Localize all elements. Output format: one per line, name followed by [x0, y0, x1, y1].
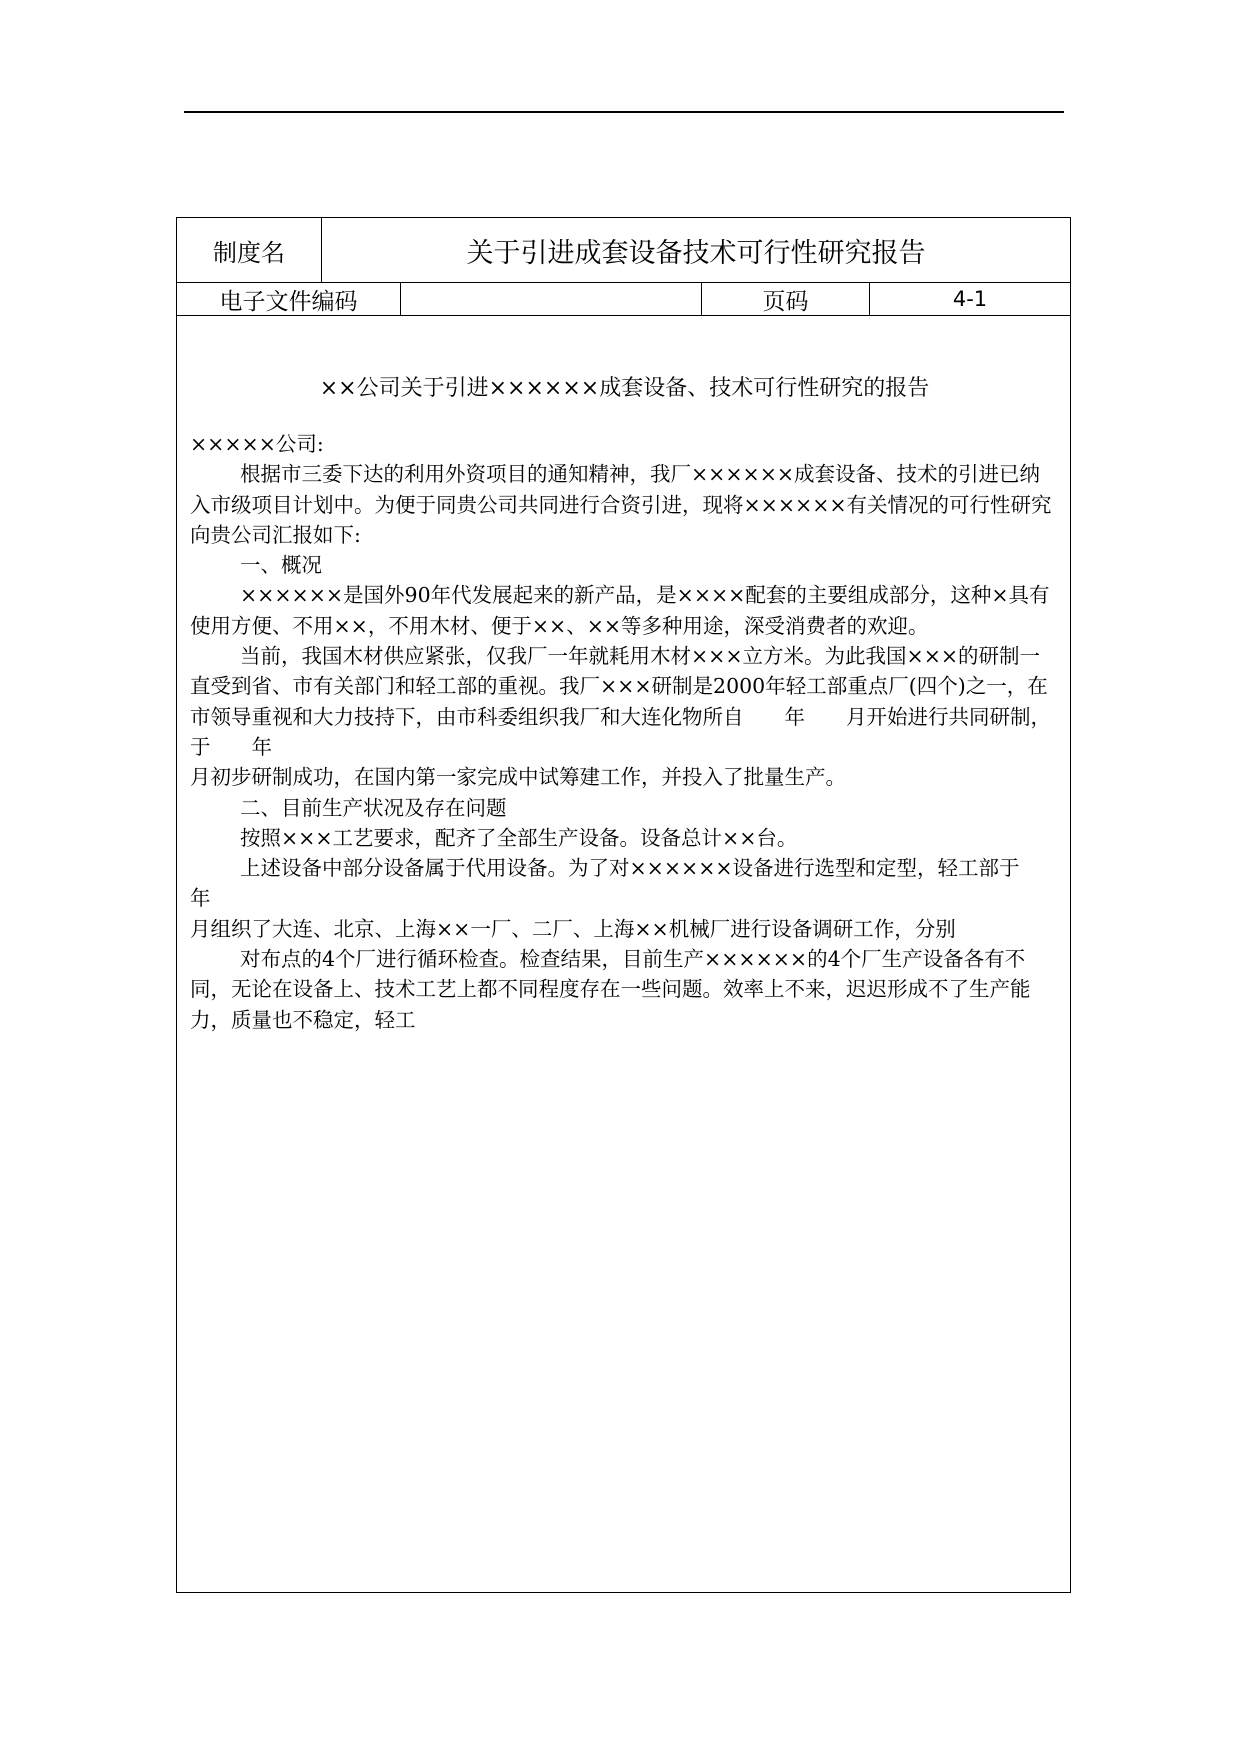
file-code-value	[401, 283, 702, 315]
file-code-label: 电子文件编码	[177, 283, 401, 315]
document-paragraphs	[190, 429, 1059, 1035]
paragraph: 月组织了大连、北京、上海××一厂、二厂、上海××机械厂进行设备调研工作，分别	[190, 916, 956, 941]
section-heading: 一、概况	[240, 553, 322, 578]
regulation-title: 关于引进成套设备技术可行性研究报告	[466, 237, 926, 269]
paragraph: 按照×××工艺要求，配齐了全部生产设备。设备总计××台。	[240, 825, 798, 850]
header-row-title	[177, 218, 1070, 283]
paragraph: 根据市三委下达的利用外资项目的通知精神，我厂××××××成套设备、技术的引进已纳入市级项目计划中。为便于同贵公司共同进行合资引进，现将××××××有关情况的可行性研究向贵公司汇报如下:	[190, 462, 1052, 547]
paragraph: 上述设备中部分设备属于代用设备。为了对××××××设备进行选型和定型，轻工部于 年	[190, 856, 1061, 911]
page-number-value: 4-1	[952, 287, 988, 311]
section-heading: 二、目前生产状况及存在问题	[240, 795, 507, 820]
paragraph: ××××××是国外90年代发展起来的新产品，是××××配套的主要组成部分，这种×具有使用方便、不用××，不用木材、便于××、××等多种用途，深受消费者的欢迎。	[190, 583, 1050, 638]
document-heading: ××公司关于引进××××××成套设备、技术可行性研究的报告	[319, 376, 930, 401]
paragraph: ×××××公司:	[190, 432, 324, 456]
paragraph: 月初步研制成功，在国内第一家完成中试筹建工作，并投入了批量生产。	[190, 765, 846, 790]
document-frame	[176, 217, 1071, 1593]
page-number-label: 页码	[702, 283, 870, 315]
regulation-name-label: 制度名	[177, 218, 322, 282]
header-row-meta	[177, 283, 1070, 316]
page-header-rule	[184, 111, 1064, 113]
paragraph: 对布点的4个厂进行循环检查。检查结果，目前生产××××××的4个厂生产设备各有不同，无论在设备上、技术工艺上都不同程度存在一些问题。效率上不来，迟迟形成不了生产能力，质量也不稳定，轻工	[190, 947, 1031, 1032]
document-body	[190, 316, 1059, 1035]
paragraph: 当前，我国木材供应紧张，仅我厂一年就耗用木材×××立方米。为此我国×××的研制一直受到省、市有关部门和轻工部的重视。我厂×××研制是2000年轻工部重点厂(四个)之一，在市领导重视和大力技持下，由市科委组织我厂和大连化物所自 年 月开始进行共同研制，于 年	[190, 644, 1051, 759]
